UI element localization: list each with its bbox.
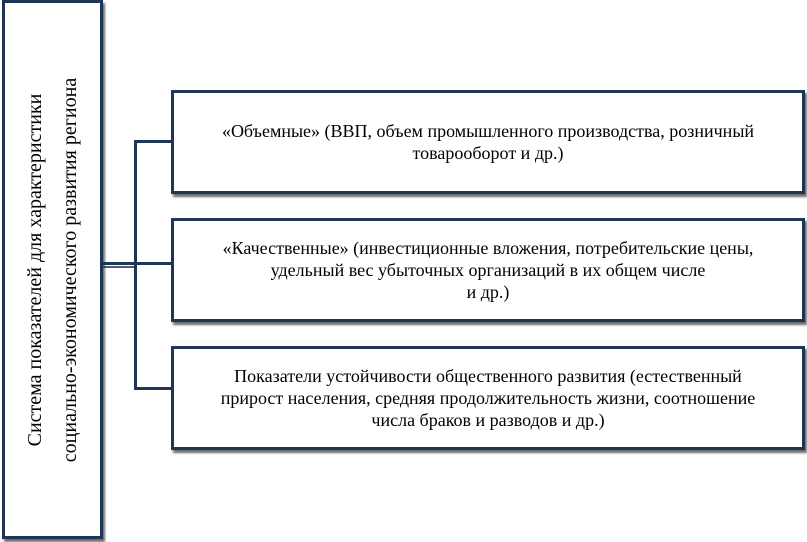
connector-branch-1	[134, 140, 171, 143]
connector-branch-3	[134, 387, 171, 390]
connector-root-stub-shadow	[103, 266, 137, 268]
category-box-volume-line-2: товарооборот и др.)	[412, 143, 564, 163]
category-box-sustainability-line-1: Показатели устойчивости общественного развития (естественный	[234, 366, 742, 386]
category-box-quality-line-3: и др.)	[466, 282, 510, 302]
category-box-sustainability-line-3: числа браков и разводов и др.)	[371, 410, 605, 430]
category-box-volume-text	[222, 120, 754, 164]
category-box-quality-line-2: удельный вес убыточных организаций в их общем числе	[270, 260, 706, 280]
category-box-sustainability-text	[221, 365, 756, 431]
category-box-volume	[171, 90, 805, 194]
root-indicator-system-box	[2, 0, 103, 539]
category-box-volume-line-1: «Объемные» (ВВП, объем промышленного производства, розничный	[221, 121, 755, 141]
category-box-sustainability	[171, 346, 805, 450]
category-box-quality-text	[223, 237, 754, 303]
root-label-line-1: Система показателей для характеристики	[23, 93, 46, 446]
connector-root-stub	[103, 262, 137, 265]
category-box-quality-line-1: «Качественные» (инвестиционные вложения, потребительские цены,	[222, 238, 754, 258]
connector-trunk	[134, 140, 137, 390]
category-box-quality	[171, 218, 805, 322]
root-box-label	[18, 10, 88, 530]
category-box-sustainability-line-2: прирост населения, средняя продолжительность жизни, соотношение	[220, 388, 756, 408]
connector-branch-2	[134, 262, 171, 265]
root-label-line-2: социально-экономического развития региона	[58, 77, 81, 462]
